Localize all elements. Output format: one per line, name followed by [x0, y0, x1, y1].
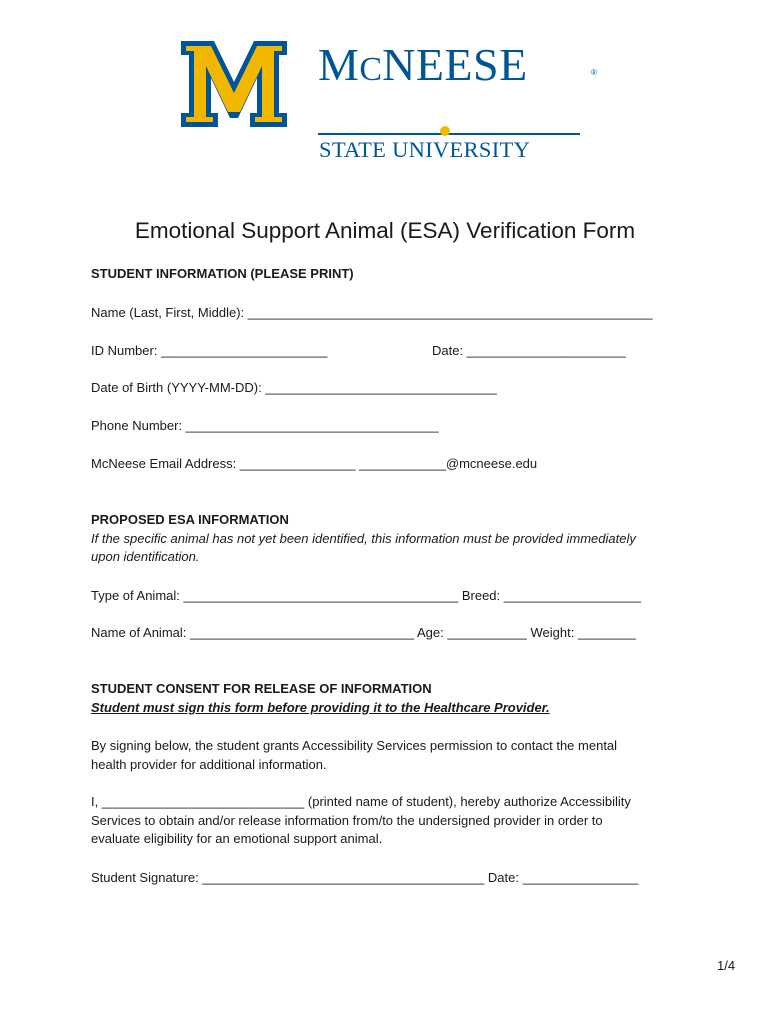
email-field[interactable]: McNeese Email Address: ________________ ____________@mcneese.edu — [91, 456, 538, 471]
id-number-field[interactable]: ID Number: _______________________ — [91, 343, 328, 358]
consent-para1-line-1: By signing below, the student grants Accessibility Services permission to contact the mental — [91, 738, 618, 753]
registered-mark: ® — [591, 68, 597, 77]
consent-subheading: Student must sign this form before providing it to the Healthcare Provider. — [91, 700, 550, 715]
date-field[interactable]: Date: ______________________ — [432, 343, 626, 358]
page-number: 1/4 — [717, 958, 736, 973]
consent-para2-line-3: evaluate eligibility for an emotional support animal. — [91, 831, 383, 846]
logo-wordmark-rest: NEESE — [382, 39, 528, 90]
logo-subtitle: STATE UNIVERSITY — [319, 137, 531, 162]
mcneese-logo — [178, 38, 598, 162]
logo-wordmark — [318, 38, 528, 91]
logo-wordmark-small: C — [359, 51, 383, 88]
animal-type-breed-field[interactable]: Type of Animal: ______________________________________ Breed: ___________________ — [91, 588, 642, 603]
logo-wordmark-prefix: M — [318, 39, 360, 90]
esa-info-heading: PROPOSED ESA INFORMATION — [91, 512, 289, 527]
name-field[interactable]: Name (Last, First, Middle): ________________________________________________________ — [91, 305, 653, 320]
dob-field[interactable]: Date of Birth (YYYY-MM-DD): ________________________________ — [91, 380, 497, 395]
consent-para2-line-1[interactable]: I, ____________________________ (printed name of student), hereby authorize Accessibility — [91, 794, 631, 809]
logo-dot-icon — [440, 126, 450, 136]
phone-field[interactable]: Phone Number: ___________________________________ — [91, 418, 439, 433]
consent-para1-line-2: health provider for additional information. — [91, 757, 327, 772]
animal-name-age-weight-field[interactable]: Name of Animal: _______________________________ Age: ___________ Weight: ________ — [91, 625, 636, 640]
esa-note-line-1: If the specific animal has not yet been identified, this information must be provided immediately — [91, 531, 636, 546]
student-signature-field[interactable]: Student Signature: _______________________________________ Date: ________________ — [91, 870, 639, 885]
m-logo-icon — [178, 38, 290, 130]
esa-note-line-2: upon identification. — [91, 549, 200, 564]
form-title: Emotional Support Animal (ESA) Verification Form — [134, 218, 636, 243]
consent-para2-line-2: Services to obtain and/or release information from/to the undersigned provider in order to — [91, 813, 603, 828]
consent-heading: STUDENT CONSENT FOR RELEASE OF INFORMATION — [91, 681, 432, 696]
student-info-heading: STUDENT INFORMATION (PLEASE PRINT) — [91, 266, 354, 281]
